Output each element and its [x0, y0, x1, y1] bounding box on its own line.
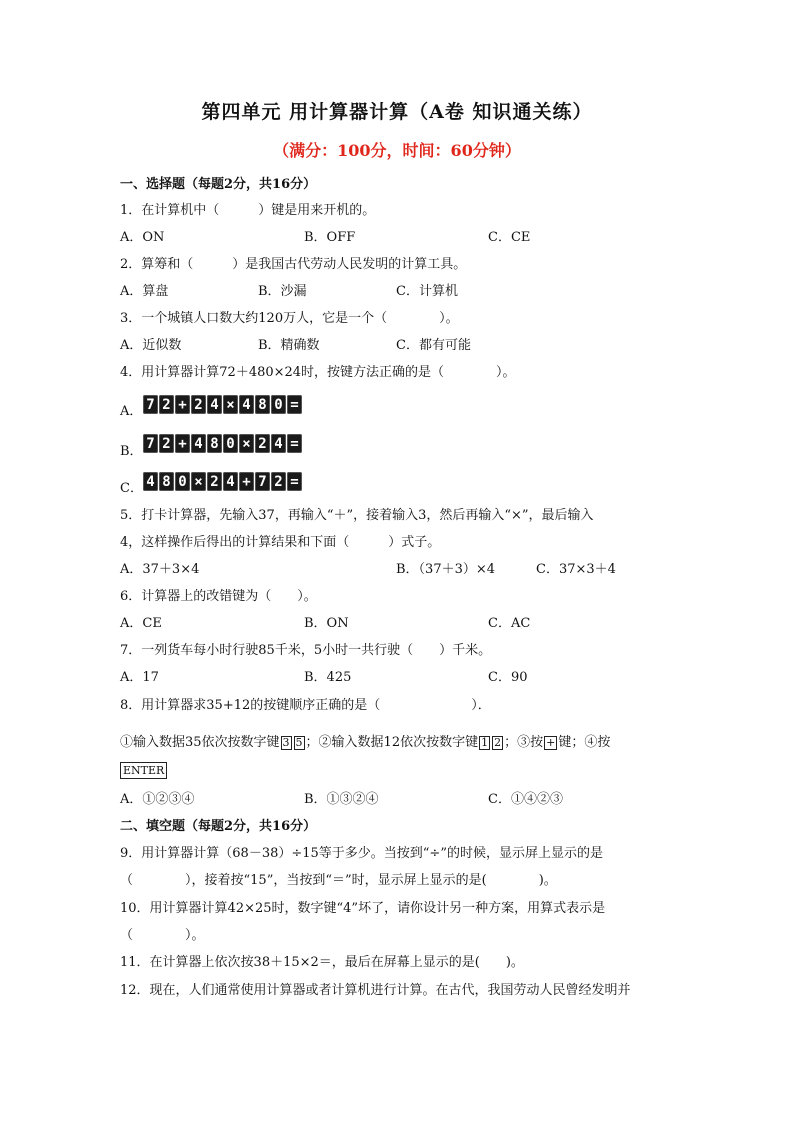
q3-option-b: B．精确数: [258, 338, 320, 353]
q3-option-c: C．都有可能: [396, 338, 471, 353]
calculator-key: 7: [255, 472, 270, 491]
q6-option-b: B．ON: [304, 616, 349, 631]
q7-option-a: A．17: [120, 670, 159, 685]
enter-key: ENTER: [120, 762, 167, 779]
key-1: 1: [481, 735, 489, 749]
q6-option-c: C．AC: [488, 616, 531, 631]
question-3: 3．一个城镇人口数大约120万人，它是一个（ ）。: [120, 311, 459, 326]
calculator-key: =: [287, 395, 302, 414]
calculator-key: 2: [159, 434, 174, 453]
calculator-key: 2: [159, 395, 174, 414]
q1-option-b: B．OFF: [304, 230, 356, 245]
question-4: 4．用计算器计算72＋480×24时，按键方法正确的是（ ）。: [120, 365, 516, 380]
q8-step-2: ；②输入数据12依次按数字键: [305, 735, 479, 750]
calculator-key: 2: [191, 395, 206, 414]
question-10-line-1: 10．用计算器计算42×25时，数字键“4”坏了，请你设计另一种方案，用算式表示是: [120, 901, 606, 916]
q4-option-c-keys: [143, 472, 302, 492]
question-5-line-1: 5．打卡计算器，先输入37，再输入“＋”，接着输入3，然后再输入“×”，最后输入: [120, 508, 594, 523]
question-11: 11．在计算器上依次按38＋15×2＝，最后在屏幕上显示的是( )。: [120, 955, 524, 970]
calculator-key: ×: [239, 434, 254, 453]
question-5-line-2: 4，这样操作后得出的计算结果和下面（ ）式子。: [120, 535, 441, 550]
calculator-key: 4: [223, 472, 238, 491]
question-2: 2．算筹和（ ）是我国古代劳动人民发明的计算工具。: [120, 257, 467, 272]
question-10-line-2: （ ）。: [120, 928, 205, 943]
calculator-key: 7: [143, 395, 158, 414]
calculator-key: 8: [207, 434, 222, 453]
section-heading-fill: 二、填空题（每题2分，共16分）: [120, 819, 317, 834]
q5-option-c: C．37×3＋4: [536, 562, 616, 577]
key-3: 3: [282, 735, 290, 749]
calculator-key: 8: [255, 395, 270, 414]
q4-option-a-label: A．: [120, 404, 143, 419]
calculator-key: 8: [159, 472, 174, 491]
q2-option-a: A．算盘: [120, 284, 169, 299]
q8-step-3: ；③按: [504, 735, 544, 750]
page-title: 第四单元 用计算器计算（A卷 知识通关练）: [201, 101, 593, 123]
q4-option-a-keys: [143, 395, 302, 415]
key-2: 2: [494, 735, 502, 749]
calculator-key: 2: [271, 472, 286, 491]
question-7: 7．一列货车每小时行驶85千米，5小时一共行驶（ ）千米。: [120, 643, 492, 658]
question-9-line-1: 9．用计算器计算（68－38）÷15等于多少。当按到“÷”的时候，显示屏上显示的是: [120, 846, 603, 861]
q4-option-b-label: B．: [120, 444, 143, 459]
q5-option-b: B．（37＋3）×4: [396, 562, 496, 577]
q2-option-c: C．计算机: [396, 284, 458, 299]
question-9-line-2: （ ），接着按“15”，当按到“＝”时，显示屏上显示的是( )。: [120, 873, 557, 888]
q6-option-a: A．CE: [120, 616, 162, 631]
q4-option-b-keys: [143, 434, 302, 454]
q7-option-b: B．425: [304, 670, 352, 685]
question-8: 8．用计算器求35+12的按键顺序正确的是（ ）．: [120, 698, 491, 713]
calculator-key: 4: [207, 395, 222, 414]
calculator-key: 2: [207, 472, 222, 491]
question-12: 12．现在，人们通常使用计算器或者计算机进行计算。在古代，我国劳动人民曾经发明并: [120, 983, 631, 998]
question-6: 6．计算器上的改错键为（ ）。: [120, 589, 317, 604]
calculator-key: 7: [143, 434, 158, 453]
question-1: 1．在计算机中（ ）键是用来开机的。: [120, 203, 376, 218]
q1-option-c: C．CE: [488, 230, 531, 245]
q8-option-c: C．①④②③: [488, 792, 563, 807]
calculator-key: 4: [143, 472, 158, 491]
q8-steps: [120, 734, 610, 752]
q7-option-c: C．90: [488, 670, 528, 685]
calculator-key: 0: [271, 395, 286, 414]
calculator-key: =: [287, 434, 302, 453]
calculator-key: ×: [191, 472, 206, 491]
calculator-key: 4: [191, 434, 206, 453]
section-heading-choice: 一、选择题（每题2分，共16分）: [120, 177, 317, 192]
q1-option-a: A．ON: [120, 230, 165, 245]
q2-option-b: B．沙漏: [258, 284, 307, 299]
calculator-key: +: [175, 395, 190, 414]
q5-option-a: A．37＋3×4: [120, 562, 200, 577]
q4-option-c-label: C．: [120, 481, 143, 496]
calculator-key: 4: [271, 434, 286, 453]
calculator-key: 2: [255, 434, 270, 453]
q3-option-a: A．近似数: [120, 338, 182, 353]
calculator-key: =: [287, 472, 302, 491]
key-5: 5: [295, 735, 303, 749]
page-subtitle: （满分：100分，时间：60分钟）: [273, 141, 521, 160]
q8-option-b: B．①③②④: [304, 792, 379, 807]
q8-step-1: ①输入数据35依次按数字键: [120, 735, 280, 750]
q8-option-a: A．①②③④: [120, 792, 195, 807]
calculator-key: +: [175, 434, 190, 453]
calculator-key: 0: [175, 472, 190, 491]
calculator-key: ×: [223, 395, 238, 414]
calculator-key: +: [239, 472, 254, 491]
calculator-key: 0: [223, 434, 238, 453]
calculator-key: 4: [239, 395, 254, 414]
key-plus: +: [546, 735, 556, 749]
q8-step-4: 键；④按: [558, 735, 611, 750]
